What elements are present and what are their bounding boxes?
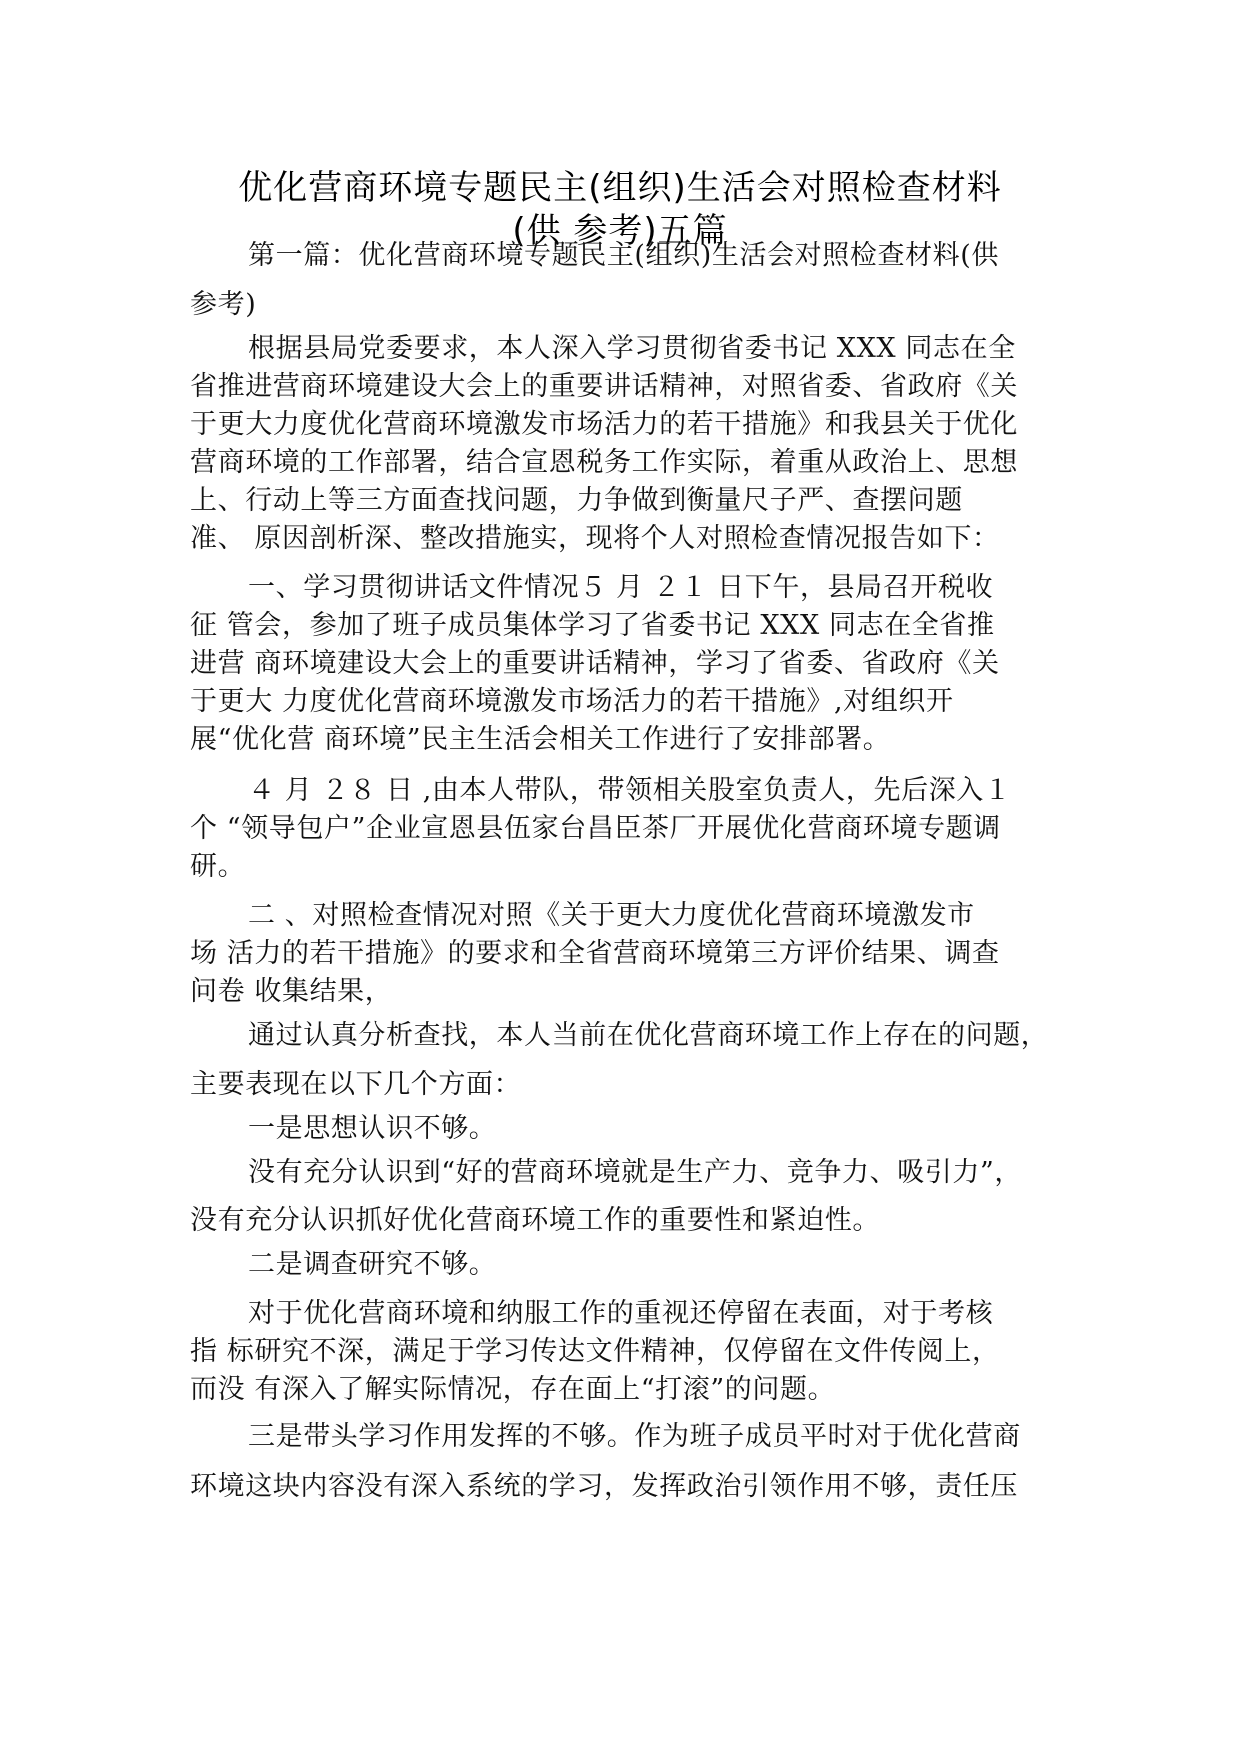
text-line: 于更大 力度优化营商环境激发市场活力的若干措施》,对组织开 <box>190 686 954 717</box>
text-line: 省推进营商环境建设大会上的重要讲话精神，对照省委、省政府《关 <box>190 371 1018 402</box>
text-line: 指 标研究不深，满足于学习传达文件精神，仅停留在文件传阅上， <box>190 1336 1000 1367</box>
text-line: 对于优化营商环境和纳服工作的重视还停留在表面，对于考核 <box>248 1298 994 1329</box>
text-line: 研。 <box>190 851 246 882</box>
text-line: 展“优化营 商环境”民主生活会相关工作进行了安排部署。 <box>190 724 891 755</box>
text-line: 个 “领导包户”企业宣恩县伍家台昌臣茶厂开展优化营商环境专题调 <box>190 813 1001 844</box>
text-line: 二是调查研究不够。 <box>248 1249 497 1280</box>
text-line: 没有充分认识抓好优化营商环境工作的重要性和紧迫性。 <box>190 1205 880 1236</box>
text-line: 没有充分认识到“好的营商环境就是生产力、竞争力、吸引力”， <box>248 1157 1023 1188</box>
text-line: 于更大力度优化营商环境激发市场活力的若干措施》和我县关于优化 <box>190 409 1018 440</box>
text-line: 场 活力的若干措施》的要求和全省营商环境第三方评价结果、调查 <box>190 938 1000 969</box>
text-line: 问卷 收集结果， <box>190 976 393 1007</box>
text-line: 环境这块内容没有深入系统的学习，发挥政治引领作用不够，责任压 <box>190 1471 1018 1502</box>
text-line: 通过认真分析查找，本人当前在优化营商环境工作上存在的问题， <box>248 1020 1049 1051</box>
text-line: 一是思想认识不够。 <box>248 1113 497 1144</box>
text-line: 而没 有深入了解实际情况，存在面上“打滚”的问题。 <box>190 1374 836 1405</box>
text-line: 准、 原因剖析深、整改措施实，现将个人对照检查情况报告如下： <box>190 523 1000 554</box>
text-line: 根据县局党委要求，本人深入学习贯彻省委书记 XXX 同志在全 <box>248 333 1016 364</box>
text-line: 营商环境的工作部署，结合宣恩税务工作实际，着重从政治上、思想 <box>190 447 1018 478</box>
text-line: 一、学习贯彻讲话文件情况５ 月 ２１ 日下午，县局召开税收 <box>248 572 994 603</box>
text-line: 主要表现在以下几个方面： <box>190 1069 522 1100</box>
text-line: 征 管会，参加了班子成员集体学习了省委书记 XXX 同志在全省推 <box>190 610 995 641</box>
text-line: 二 、对照检查情况对照《关于更大力度优化营商环境激发市 <box>248 900 975 931</box>
text-line: 进营 商环境建设大会上的重要讲话精神，学习了省委、省政府《关 <box>190 648 1000 679</box>
text-line: ４ 月 ２８ 日 ,由本人带队，带领相关股室负责人，先后深入１ <box>248 775 1012 806</box>
document-title-line-1: 优化营商环境专题民主(组织)生活会对照检查材料 <box>238 168 1002 208</box>
text-line: 参考) <box>190 289 257 320</box>
document-title-line-2: (供 参考)五篇 <box>512 211 728 251</box>
text-line: 第一篇：优化营商环境专题民主(组织)生活会对照检查材料(供 <box>248 240 999 271</box>
text-line: 三是带头学习作用发挥的不够。作为班子成员平时对于优化营商 <box>248 1421 1021 1452</box>
text-line: 上、行动上等三方面查找问题，力争做到衡量尺子严、查摆问题 <box>190 485 963 516</box>
